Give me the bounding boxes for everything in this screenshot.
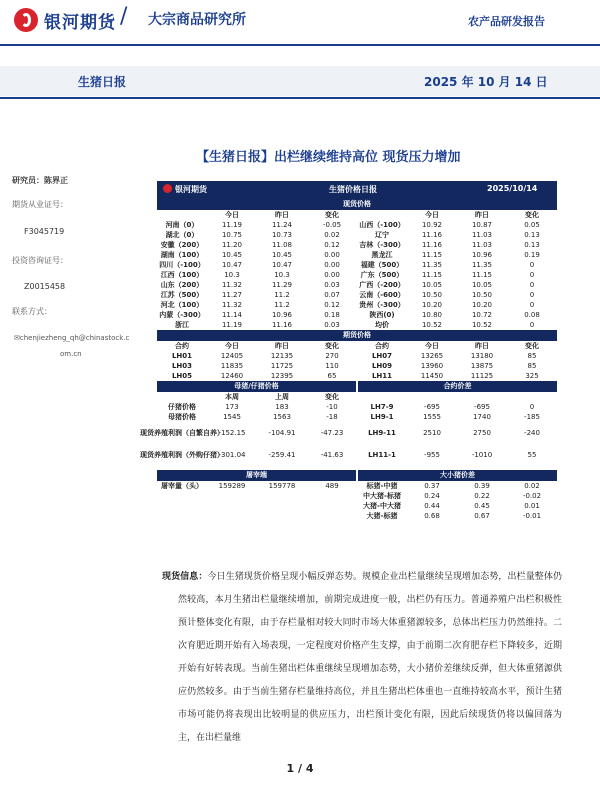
row-value	[207, 511, 257, 521]
table-row	[157, 250, 557, 260]
row-value: 55	[527, 450, 537, 459]
header-rule	[0, 44, 600, 46]
row-value: 0.12	[324, 301, 340, 309]
row-label	[157, 511, 207, 521]
row-value: 10.73	[271, 231, 293, 239]
row-value: 85	[527, 362, 537, 370]
row-value: 65	[327, 372, 337, 380]
row-value: 11.24	[271, 221, 293, 229]
row-value: 0.18	[324, 311, 340, 319]
row-label: 安徽（200）	[160, 241, 204, 249]
row-value: -955	[424, 450, 440, 459]
row-value: 昨日	[275, 342, 289, 350]
row-value: 0.00	[324, 261, 340, 269]
galaxy-logo-icon	[14, 8, 38, 32]
row-value: 0.08	[524, 311, 540, 319]
spot-prices	[157, 210, 557, 330]
row-value: 12135	[270, 352, 294, 360]
table-row	[157, 220, 557, 230]
row-value	[207, 491, 257, 501]
row-value: 0.03	[324, 321, 340, 329]
table-row	[157, 361, 557, 371]
table-row	[157, 270, 557, 280]
row-label: LH11-1	[368, 450, 396, 459]
row-label: 广东（500）	[360, 271, 404, 279]
row-value: 13960	[420, 362, 444, 370]
email-link-cont[interactable]: om.cn	[60, 350, 82, 358]
row-value: 110	[325, 362, 339, 370]
row-value: 11.35	[471, 261, 493, 269]
row-value: 1563	[273, 413, 291, 421]
row-value: 0.01	[524, 502, 540, 510]
row-value: -152.15	[218, 428, 246, 437]
row-label: 屠宰量（头）	[161, 482, 203, 490]
table-row	[157, 371, 557, 381]
row-label: LH05	[171, 372, 193, 380]
table-row	[157, 310, 557, 320]
row-value: 今日	[425, 211, 439, 219]
row-value: 1555	[423, 413, 441, 421]
row-value: 0.02	[324, 231, 340, 239]
row-value: 昨日	[275, 211, 289, 219]
row-value: 10.92	[421, 221, 443, 229]
row-label: 大猪-中大猪	[363, 502, 401, 510]
row-label: 河北（100）	[160, 301, 204, 309]
row-value: -259.41	[268, 450, 296, 459]
brand-divider: /	[120, 4, 128, 29]
row-value: -240	[524, 428, 540, 437]
row-value: -1010	[471, 450, 493, 459]
spread-section-title: 合约价差	[358, 381, 557, 392]
row-value: 0.02	[524, 482, 540, 490]
row-value: 0	[529, 321, 535, 329]
row-value: -41.63	[320, 450, 344, 459]
row-value: -47.23	[320, 428, 344, 437]
row-value: 13875	[470, 362, 494, 370]
row-value: -104.91	[268, 428, 296, 437]
row-label: 合约	[175, 342, 189, 350]
futures-section-title: 期货价格	[157, 330, 557, 341]
row-value: 昨日	[475, 211, 489, 219]
row-value: 489	[325, 482, 339, 490]
row-value: 11.03	[471, 241, 493, 249]
row-value: 0.67	[474, 512, 490, 520]
table-row	[157, 511, 557, 521]
row-value: 11.19	[221, 321, 243, 329]
row-value: 10.05	[471, 281, 493, 289]
row-value: 变化	[325, 393, 339, 401]
row-label: LH9-1	[370, 413, 394, 421]
row-value: 11.15	[421, 271, 443, 279]
row-value: -695	[474, 403, 490, 411]
advisor-label: 投资咨询证号：	[12, 256, 68, 265]
row-value: 11835	[220, 362, 244, 370]
row-value: 0	[529, 281, 535, 289]
row-value: 变化	[525, 342, 539, 350]
row-value: 11.16	[271, 321, 293, 329]
table-title: 生猪价格日报	[329, 185, 377, 194]
slaughter-section-title: 屠宰端	[157, 470, 356, 481]
row-value: 13180	[470, 352, 494, 360]
row-value: 0.24	[424, 492, 440, 500]
table-row	[157, 260, 557, 270]
license-number: F3045719	[24, 227, 65, 236]
row-value: -0.01	[522, 512, 542, 520]
row-value: 11125	[470, 372, 494, 380]
row-value: 11450	[420, 372, 444, 380]
row-label: 黑龙江	[371, 251, 393, 259]
row-label: 福建（500）	[360, 261, 404, 269]
row-value: 11725	[270, 362, 294, 370]
institute-name: 大宗商品研究所	[148, 12, 246, 28]
row-value: 13265	[420, 352, 444, 360]
row-value: 11.29	[271, 281, 293, 289]
row-value: 0.37	[424, 482, 440, 490]
row-value	[507, 392, 557, 402]
row-label: 大猪-标猪	[366, 512, 398, 520]
table-row	[157, 341, 557, 351]
row-value: -18	[326, 413, 338, 421]
row-value: 昨日	[475, 342, 489, 350]
row-value: 10.72	[471, 311, 493, 319]
band-title: 生猪日报	[78, 75, 127, 89]
row-value: 0.68	[424, 512, 440, 520]
table-row	[140, 444, 557, 466]
row-value: 10.3	[224, 271, 240, 279]
row-value: 10.50	[471, 291, 493, 299]
table-row	[157, 300, 557, 310]
researcher-name: 研究员：陈界正	[12, 176, 68, 185]
row-value: 10.52	[471, 321, 493, 329]
row-label: 江苏（500）	[160, 291, 204, 299]
row-value: 11.14	[221, 311, 243, 319]
row-value: 270	[325, 352, 339, 360]
table-row	[157, 491, 557, 501]
row-value: 今日	[225, 342, 239, 350]
row-value: 今日	[225, 211, 239, 219]
row-value: 0	[529, 261, 535, 269]
row-value: -10	[326, 403, 338, 411]
row-value: 2510	[423, 428, 441, 437]
row-value: 183	[275, 403, 289, 411]
row-label: 贵州（-300）	[359, 301, 405, 309]
row-value: 10.05	[421, 281, 443, 289]
row-value: 0	[529, 291, 535, 299]
report-date: 2025 年 10 月 14 日	[424, 75, 548, 89]
row-value: 1740	[473, 413, 491, 421]
advisor-number: Z0015458	[24, 282, 66, 291]
row-label: 陕西(0)	[369, 311, 395, 319]
row-value: 11.2	[274, 291, 290, 299]
row-value: 11.15	[421, 251, 443, 259]
row-value: 10.80	[421, 311, 443, 319]
row-label: 辽宁	[375, 231, 389, 239]
row-value: 11.32	[221, 281, 243, 289]
report-type: 农产品研发报告	[468, 15, 545, 28]
size-section-title: 大小猪价差	[358, 470, 557, 481]
row-value: 0.22	[474, 492, 490, 500]
slaughter-size-titles	[157, 470, 557, 481]
row-label: LH07	[371, 352, 393, 360]
table-row	[157, 392, 557, 402]
row-value: 10.50	[421, 291, 443, 299]
band-rule	[0, 97, 600, 99]
row-value	[307, 491, 357, 501]
table-row	[157, 481, 557, 491]
spot-info-lead: 现货信息：	[162, 572, 208, 582]
row-label: LH7-9	[370, 403, 394, 411]
row-value: 0.45	[474, 502, 490, 510]
row-label: 山西（-100）	[359, 221, 405, 229]
row-value: 0.00	[324, 251, 340, 259]
row-value: 11.16	[421, 241, 443, 249]
row-value: 11.35	[421, 261, 443, 269]
row-value: 11.15	[471, 271, 493, 279]
row-label: 内蒙（-300）	[159, 311, 205, 319]
row-value	[307, 511, 357, 521]
row-value: 11.27	[221, 291, 243, 299]
row-value: 0.05	[524, 221, 540, 229]
row-value: 325	[525, 372, 539, 380]
page-title: 【生猪日报】出栏继续维持高位 现货压力增加	[196, 150, 461, 165]
row-value: 0	[529, 271, 535, 279]
row-value: 10.96	[471, 251, 493, 259]
row-label: 均价	[375, 321, 389, 329]
row-value: -185	[524, 413, 540, 421]
row-label: 山东（200）	[160, 281, 204, 289]
row-value: 159289	[218, 482, 246, 490]
table-row	[157, 290, 557, 300]
row-value: 10.52	[421, 321, 443, 329]
row-label: 标猪-中猪	[366, 482, 398, 490]
table-row	[157, 280, 557, 290]
row-value: 11.16	[421, 231, 443, 239]
row-value: 12460	[220, 372, 244, 380]
page-number: 1 / 4	[286, 762, 314, 775]
row-value: 10.20	[421, 301, 443, 309]
table-row	[157, 402, 557, 412]
row-value: 12395	[270, 372, 294, 380]
row-value: 11.32	[221, 301, 243, 309]
row-value: 10.75	[221, 231, 243, 239]
row-label	[157, 392, 207, 402]
row-value	[257, 491, 307, 501]
row-value	[307, 501, 357, 511]
table-row	[157, 501, 557, 511]
row-label	[157, 210, 207, 220]
row-value: 0.39	[474, 482, 490, 490]
row-value: 0.12	[324, 241, 340, 249]
spot-info-text: 今日生猪现货价格呈现小幅反弹态势。规模企业出栏量继续呈现增加态势，出栏量整体仍然较高，本月生猪出栏量继续增加，前期完成进度一般，出栏仍有压力。普通养殖户出栏积极性预计整体变化有限，由于存栏量相对较大同时市场大体重猪源较多，总体出栏压力仍然维持。二次育肥近期开始有入场表现，一定程度对价格产生支撑，由于前期二次育肥存栏下降较多，近期开始有好转表现。当前生猪出栏体重继续呈现增加态势，大小猪价差继续反弹，但大体重猪源供应仍然较多。由于当前生猪存栏量维持高位，并且生猪出栏体重也一直维持较高水平，预计生猪市场可能仍将表现出比较明显的供应压力，出栏预计变化有限，因此后续现货仍将以偏回落为主，在出栏量维	[178, 572, 562, 743]
row-label: 现货养殖利润（自繁自养）	[140, 428, 224, 437]
row-value: 11.03	[471, 231, 493, 239]
row-label: 江西（100）	[160, 271, 204, 279]
row-label: 仔猪价格	[168, 403, 196, 411]
ratio-section-title: 母猪/仔猪价格	[157, 381, 356, 392]
table-row	[157, 351, 557, 361]
row-value: 0	[529, 301, 535, 309]
row-value: 上周	[275, 393, 289, 401]
row-value: 11.08	[271, 241, 293, 249]
table-row	[157, 230, 557, 240]
row-value: 变化	[325, 211, 339, 219]
row-value	[207, 501, 257, 511]
row-value: -0.02	[522, 492, 542, 500]
row-value: 2750	[473, 428, 491, 437]
table-row	[157, 412, 557, 422]
row-value: 10.96	[271, 311, 293, 319]
contact-label: 联系方式：	[12, 307, 52, 316]
row-value	[257, 511, 307, 521]
row-value: -301.04	[218, 450, 246, 459]
row-label: 现货养殖利润（外购仔猪）	[140, 450, 224, 459]
email-link[interactable]: ✉chenjiezheng_qh@chinastock.c	[14, 334, 130, 342]
row-label: LH01	[171, 352, 193, 360]
row-value: 10.45	[271, 251, 293, 259]
row-label: LH9-11	[368, 428, 396, 437]
row-label: LH09	[371, 362, 393, 370]
row-value: 变化	[325, 342, 339, 350]
row-value: 本周	[225, 393, 239, 401]
table-date: 2025/10/14	[487, 184, 538, 193]
row-label	[157, 491, 207, 501]
row-value: -0.05	[322, 221, 342, 229]
row-value: 11.20	[221, 241, 243, 249]
row-value: 12405	[220, 352, 244, 360]
row-value: 0.00	[324, 271, 340, 279]
ratio-spread-prices	[140, 392, 557, 466]
spot-section-title: 现货价格	[157, 199, 557, 210]
row-value: 变化	[525, 211, 539, 219]
row-label: 湖南（100）	[160, 251, 204, 259]
row-label	[157, 501, 207, 511]
row-label: 中大猪-标猪	[363, 492, 401, 500]
row-value	[407, 392, 457, 402]
row-label: 河南（0）	[165, 221, 199, 229]
row-value: 10.3	[274, 271, 290, 279]
table-row	[140, 422, 557, 444]
row-value	[457, 392, 507, 402]
row-value: 0.13	[524, 231, 540, 239]
table-header	[157, 181, 557, 199]
row-label: 母猪价格	[168, 413, 196, 421]
table-brand: 银河期货	[163, 184, 207, 195]
row-label: 云南（-600）	[359, 291, 405, 299]
row-label: LH03	[171, 362, 193, 370]
row-value: 今日	[425, 342, 439, 350]
row-label: 吉林（-300）	[359, 241, 405, 249]
row-label: 合约	[375, 342, 389, 350]
ratio-spread-titles	[157, 381, 557, 392]
row-value	[257, 501, 307, 511]
row-value: 11.19	[221, 221, 243, 229]
row-value: 173	[225, 403, 239, 411]
table-row	[157, 320, 557, 330]
row-value: 0.44	[424, 502, 440, 510]
row-label: LH11	[371, 372, 393, 380]
row-value: 159778	[268, 482, 296, 490]
row-label: 四川（-100）	[159, 261, 205, 269]
slaughter-size-prices	[157, 481, 557, 521]
license-label: 期货从业证号：	[12, 200, 68, 209]
table-row	[157, 210, 557, 220]
table-row	[157, 240, 557, 250]
spot-info-paragraph	[162, 566, 562, 750]
row-value: 10.20	[471, 301, 493, 309]
row-value: 1545	[223, 413, 241, 421]
futures-prices	[157, 341, 557, 381]
row-value: 10.45	[221, 251, 243, 259]
row-value: 0.19	[524, 251, 540, 259]
row-value: 10.47	[271, 261, 293, 269]
row-value: 10.47	[221, 261, 243, 269]
row-label: 浙江	[175, 321, 189, 329]
row-label: 湖北（0）	[165, 231, 199, 239]
row-value: 11.2	[274, 301, 290, 309]
row-label: 广西（-200）	[359, 281, 405, 289]
row-label	[357, 392, 407, 402]
row-label	[357, 210, 407, 220]
row-value: 0	[529, 403, 535, 411]
row-value: 0.13	[524, 241, 540, 249]
price-table	[140, 181, 557, 521]
row-value: 0.03	[324, 281, 340, 289]
brand-name: 银河期货	[44, 13, 116, 33]
row-value: 85	[527, 352, 537, 360]
row-value: 0.07	[324, 291, 340, 299]
row-value: -695	[424, 403, 440, 411]
row-value: 10.87	[471, 221, 493, 229]
